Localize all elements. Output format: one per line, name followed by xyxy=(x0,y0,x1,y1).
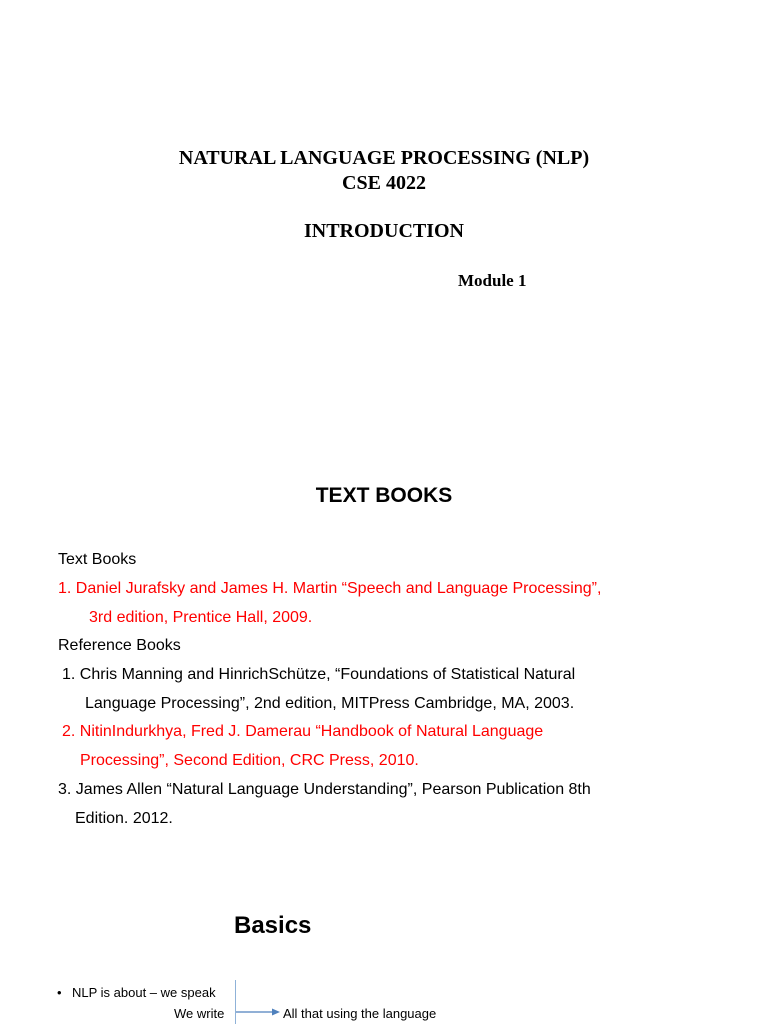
bullet-icon: • xyxy=(57,985,62,1000)
reference-2-line2: Processing”, Second Edition, CRC Press, 2010. xyxy=(80,752,419,769)
course-code: CSE 4022 xyxy=(342,172,426,194)
reference-1-line1: 1. Chris Manning and HinrichSchütze, “Foundations of Statistical Natural xyxy=(62,666,576,683)
introduction-heading: INTRODUCTION xyxy=(303,220,465,242)
text-books-label: Text Books xyxy=(58,551,137,568)
reference-3-line2: Edition. 2012. xyxy=(75,810,173,827)
basics-line-language: All that using the language xyxy=(283,1006,437,1021)
arrow-right-icon xyxy=(236,1006,280,1018)
basics-line-speak: NLP is about – we speak xyxy=(72,985,216,1000)
basics-line-write: We write xyxy=(174,1006,225,1021)
module-label: Module 1 xyxy=(458,271,527,290)
basics-heading: Basics xyxy=(234,912,312,939)
textbook-1-line2: 3rd edition, Prentice Hall, 2009. xyxy=(89,609,313,626)
reference-2-line1: 2. NitinIndurkhya, Fred J. Damerau “Handbook of Natural Language xyxy=(62,723,544,740)
reference-3-line1: 3. James Allen “Natural Language Understanding”, Pearson Publication 8th xyxy=(58,781,591,798)
course-title: NATURAL LANGUAGE PROCESSING (NLP) xyxy=(178,147,590,169)
textbook-1-line1: 1. Daniel Jurafsky and James H. Martin “Speech and Language Processing”, xyxy=(58,580,602,597)
text-books-heading: TEXT BOOKS xyxy=(315,484,453,507)
reference-books-label: Reference Books xyxy=(58,637,181,654)
reference-1-line2: Language Processing”, 2nd edition, MITPress Cambridge, MA, 2003. xyxy=(85,695,575,712)
